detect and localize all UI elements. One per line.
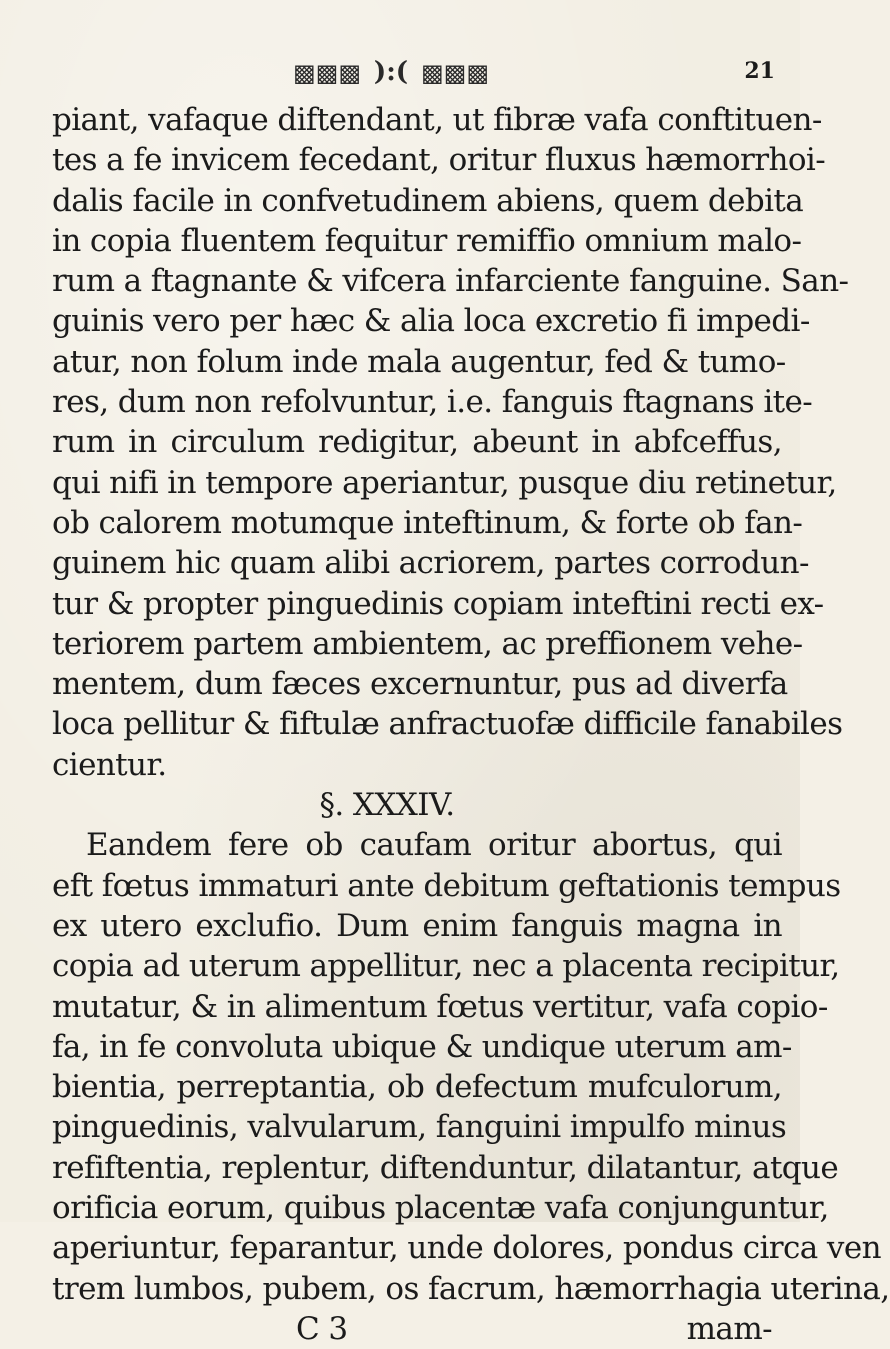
text-line: pinguedinis, valvularum, fanguini impulfo minus xyxy=(52,1109,787,1146)
text-line: fa, in fe convoluta ubique & undique uterum am- xyxy=(52,1028,792,1065)
text-line: ob calorem motumque inteftinum, & forte ob fan- xyxy=(52,504,803,541)
text-line: trem lumbos, pubem, os facrum, hæmorrhagia uterina, xyxy=(52,1270,890,1307)
text-line: mutatur, & in alimentum fœtus vertitur, vafa copio- xyxy=(52,988,828,1025)
header-ornament-center: ):( xyxy=(373,57,409,87)
text-line: rum a ftagnante & vifcera infarciente fanguine. San- xyxy=(52,263,849,300)
text-line: guinis vero per hæc & alia loca excretio fi impedi- xyxy=(52,303,810,340)
page-number: 21 xyxy=(744,58,775,84)
catchword: mam- xyxy=(686,1310,772,1347)
text-line: teriorem partem ambientem, ac preffionem vehe- xyxy=(52,625,803,662)
text-line: eft fœtus immaturi ante debitum geftationis tempus xyxy=(52,867,841,904)
text-line: res, dum non refolvuntur, i.e. fanguis ftagnans ite- xyxy=(52,384,813,421)
text-line: bientia, perreptantia, ob defectum mufculorum, xyxy=(52,1069,782,1106)
text-line: ex utero exclufio. Dum enim fanguis magna in xyxy=(52,907,782,944)
text-line: in copia fluentem fequitur remiffio omnium malo- xyxy=(52,222,802,259)
text-line: cientur. xyxy=(52,746,167,783)
text-line: aperiuntur, feparantur, unde dolores, pondus circa ven xyxy=(52,1230,881,1267)
header-ornament-right: ▩▩▩ xyxy=(420,57,490,87)
page-footer xyxy=(52,1309,782,1349)
running-header xyxy=(0,58,800,98)
text-line: dalis facile in confvetudinem abiens, quem debita xyxy=(52,182,804,219)
text-line: tur & propter pinguedinis copiam inteftini recti ex- xyxy=(52,585,824,622)
text-line: tes a fe invicem fecedant, oritur fluxus hæmorrhoi- xyxy=(52,142,826,179)
text-line: orificia eorum, quibus placentæ vafa conjunguntur, xyxy=(52,1190,829,1227)
text-line: Eandem fere ob caufam oritur abortus, qui xyxy=(86,827,782,864)
text-line: refiftentia, replentur, diftenduntur, dilatantur, atque xyxy=(52,1149,839,1186)
text-line: guinem hic quam alibi acriorem, partes corrodun- xyxy=(52,545,809,582)
text-line: qui nifi in tempore aperiantur, pusque diu retinetur, xyxy=(52,464,837,501)
text-line: rum in circulum redigitur, abeunt in abfceffus, xyxy=(52,424,782,461)
section-heading: §. XXXIV. xyxy=(319,787,455,824)
header-ornament-left: ▩▩▩ xyxy=(292,57,362,87)
body-text xyxy=(52,100,890,1349)
text-line: atur, non folum inde mala augentur, fed & tumo- xyxy=(52,343,786,380)
text-line: mentem, dum fæces excernuntur, pus ad diverfa xyxy=(52,666,788,703)
text-line: piant, vafaque diftendant, ut fibræ vafa conftituen- xyxy=(52,102,822,138)
text-line: copia ad uterum appellitur, nec a placenta recipitur, xyxy=(52,948,840,985)
text-line: loca pellitur & fiftulæ anfractuofæ difficile fanabiles xyxy=(52,706,843,743)
signature-mark: C 3 xyxy=(296,1310,348,1347)
